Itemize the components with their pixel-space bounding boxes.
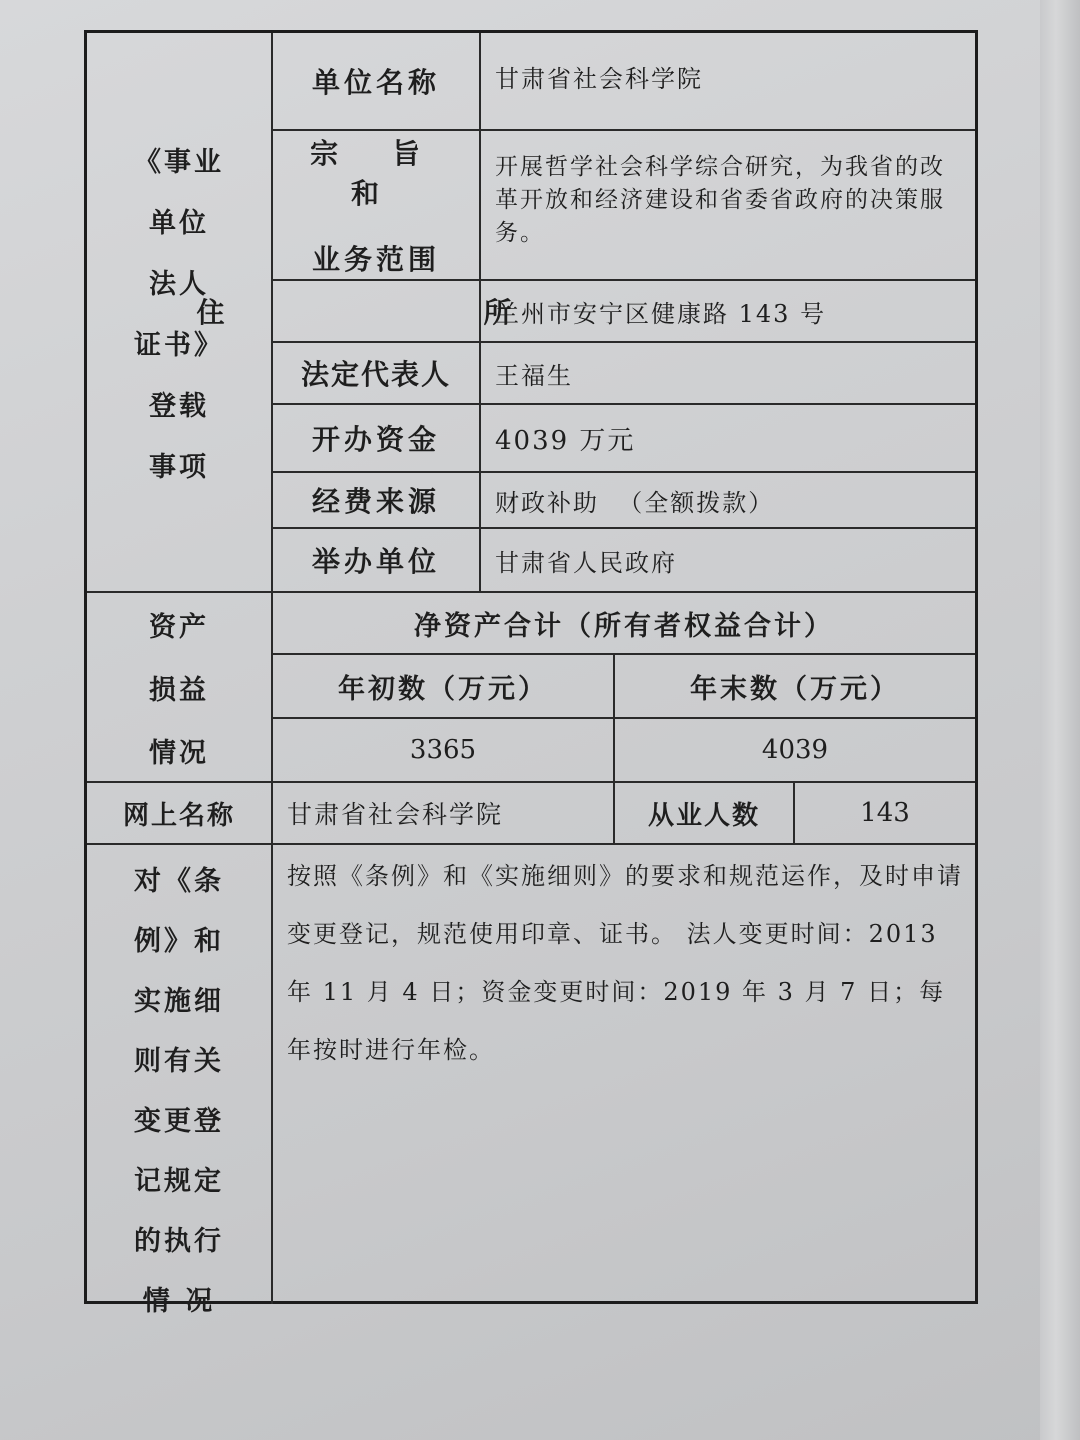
label-line: 业务范围 [311, 243, 440, 276]
label-line: 法人 [149, 269, 209, 300]
staff-count-label: 从业人数 [647, 800, 760, 831]
label-line: 例》和 [134, 926, 224, 957]
label-line: 单位 [149, 208, 209, 239]
funding-source-label: 经费来源 [311, 485, 440, 518]
label-line: 的执行 [134, 1226, 224, 1257]
label-line: 实施细 [134, 986, 224, 1017]
label-line: 对《条 [134, 866, 224, 897]
online-name-value: 甘肃省社会科学院 [287, 800, 504, 829]
label-line: 证书》 [134, 330, 224, 361]
legal-rep-label: 法定代表人 [300, 358, 451, 391]
label-line: 则有关 [134, 1046, 224, 1077]
label-line: 情 况 [142, 1286, 216, 1317]
address-value: 兰州市安宁区健康路 143 号 [495, 299, 827, 328]
label-line: 记规定 [134, 1166, 224, 1197]
staff-count-value: 143 [860, 798, 910, 828]
label-line: 《事业 [134, 147, 224, 178]
sponsor-value: 甘肃省人民政府 [495, 548, 677, 577]
label-line: 情况 [149, 737, 209, 769]
end-year-header: 年末数（万元） [690, 673, 900, 705]
begin-year-value: 3365 [409, 735, 477, 765]
compliance-text: 按照《条例》和《实施细则》的要求和规范运作，及时申请变更登记，规范使用印章、证书。 法人变更时间：2013 年 11 月 4 日；资金变更时间：2019 年 3 月 7 日；每年按时进行年检。 [287, 862, 963, 1064]
legal-rep-value: 王福生 [495, 361, 573, 390]
online-name-label: 网上名称 [122, 800, 235, 831]
purpose-scope-label [273, 131, 479, 279]
funding-source-value: 财政补助 （全额拨款） [495, 488, 775, 517]
label-line: 变更登 [134, 1106, 224, 1137]
label-line: 资产 [149, 611, 209, 643]
capital-value: 4039 万元 [495, 425, 636, 456]
sponsor-label: 举办单位 [311, 545, 440, 578]
capital-label: 开办资金 [311, 423, 440, 456]
label-line: 损益 [149, 674, 209, 706]
label-line: 宗 旨 和 [310, 137, 442, 210]
label-line: 事项 [149, 452, 209, 483]
assets-section-label [87, 593, 271, 781]
purpose-scope-value: 开展哲学社会科学综合研究，为我省的改革开放和经济建设和省委省政府的决策服务。 [495, 154, 945, 246]
label-line: 住 所 [196, 296, 556, 329]
label-line: 登载 [149, 391, 209, 422]
net-assets-header: 净资产合计（所有者权益合计） [414, 610, 834, 642]
registration-form-table [84, 30, 978, 1317]
unit-name-value: 甘肃省社会科学院 [495, 65, 703, 93]
paper-edge [1040, 0, 1080, 1440]
begin-year-header: 年初数（万元） [338, 673, 548, 705]
unit-name-label: 单位名称 [311, 66, 440, 99]
address-label [196, 281, 556, 341]
end-year-value: 4039 [761, 735, 829, 765]
compliance-section-label [87, 845, 271, 1317]
